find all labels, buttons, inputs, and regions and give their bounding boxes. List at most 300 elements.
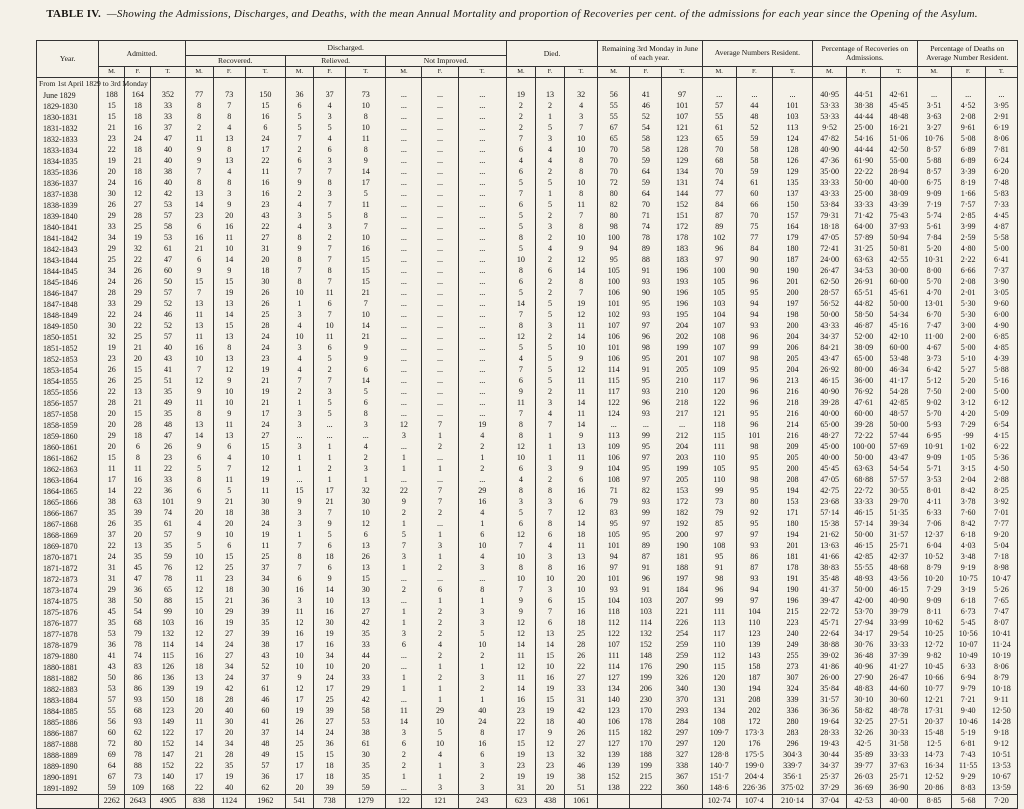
value-cell: 10	[565, 233, 598, 244]
value-cell: 4·45	[985, 211, 1017, 222]
value-cell: 40·00	[813, 409, 847, 420]
value-cell: 53·84	[813, 200, 847, 211]
value-cell: 10·31	[917, 255, 951, 266]
table-row	[37, 78, 1018, 91]
value-cell: 42	[346, 618, 386, 629]
value-cell: 46	[565, 761, 598, 772]
value-cell: 10	[213, 530, 245, 541]
value-cell: 36·90	[881, 783, 917, 795]
value-cell: 18	[125, 112, 151, 123]
year-cell: 1839-1840	[37, 211, 99, 222]
value-cell: 20	[125, 530, 151, 541]
value-cell: 8	[213, 178, 245, 189]
value-cell: 72·22	[847, 431, 881, 442]
value-cell: 13	[213, 156, 245, 167]
value-cell: 70	[702, 167, 736, 178]
value-cell: 16	[185, 651, 213, 662]
value-cell: 74	[630, 222, 662, 233]
value-cell: 11	[285, 607, 313, 618]
value-cell: ...	[386, 255, 422, 266]
value-cell: 105	[598, 530, 630, 541]
value-cell: 5·93	[917, 420, 951, 431]
value-cell: 5	[535, 376, 564, 387]
value-cell: 367	[662, 772, 702, 783]
value-cell: 209	[772, 442, 812, 453]
value-cell: 10	[314, 321, 346, 332]
value-cell: ...	[422, 277, 458, 288]
value-cell: 8·98	[985, 563, 1017, 574]
value-cell: 2·88	[985, 475, 1017, 486]
value-cell: 14	[565, 266, 598, 277]
value-cell: 64·00	[847, 222, 881, 233]
value-cell: 58·50	[847, 310, 881, 321]
value-cell: ...	[422, 167, 458, 178]
value-cell: 206	[772, 343, 812, 354]
value-cell: 54·28	[881, 387, 917, 398]
value-cell: 45·61	[881, 288, 917, 299]
value-cell: 40	[151, 178, 185, 189]
value-cell: 104	[736, 607, 772, 618]
value-cell: 199	[630, 761, 662, 772]
year-cell: 1861-1862	[37, 453, 99, 464]
value-cell: 20·37	[917, 717, 951, 728]
sex-subheader-m: M.	[285, 67, 313, 78]
value-cell: 6	[245, 123, 285, 134]
value-cell: 22·22	[847, 167, 881, 178]
value-cell: 106	[598, 288, 630, 299]
value-cell: 5·88	[917, 156, 951, 167]
value-cell: 30·00	[881, 266, 917, 277]
value-cell: 3	[535, 497, 564, 508]
value-cell: ...	[458, 167, 506, 178]
value-cell: 51	[151, 376, 185, 387]
value-cell: 12	[213, 365, 245, 376]
value-cell: 11	[565, 387, 598, 398]
value-cell: 3	[535, 464, 564, 475]
value-cell: 3	[285, 442, 313, 453]
value-cell: 25	[565, 629, 598, 640]
value-cell: 3·78	[951, 497, 985, 508]
sex-subheader-f: F.	[314, 67, 346, 78]
value-cell: 33·33	[813, 178, 847, 189]
value-cell: ...	[458, 211, 506, 222]
value-cell: ...	[386, 332, 422, 343]
year-cell: 1874-1875	[37, 596, 99, 607]
table-row	[37, 552, 1018, 563]
value-cell: 1	[386, 453, 422, 464]
value-cell: 59	[346, 783, 386, 795]
value-cell: 9	[314, 574, 346, 585]
total-cell: 107·4	[736, 795, 772, 809]
header-remaining: Remaining 3rd Monday in June of each year.	[598, 41, 702, 67]
value-cell: 6	[506, 376, 535, 387]
value-cell: 109	[702, 365, 736, 376]
value-cell: 53	[151, 200, 185, 211]
value-cell: 29	[99, 244, 125, 255]
value-cell: 3	[346, 420, 386, 431]
value-cell: 110	[736, 618, 772, 629]
value-cell: 9	[213, 200, 245, 211]
value-cell: 170	[630, 706, 662, 717]
value-cell: 15	[535, 695, 564, 706]
table-row	[37, 772, 1018, 783]
value-cell: 10	[213, 244, 245, 255]
value-cell: 47·05	[813, 475, 847, 486]
sex-subheader-t: T.	[772, 67, 812, 78]
value-cell: 297	[662, 728, 702, 739]
value-cell: 53	[151, 233, 185, 244]
sex-subheader-t: T.	[151, 67, 185, 78]
value-cell: 57	[151, 288, 185, 299]
value-cell: 87	[630, 552, 662, 563]
value-cell: 120	[702, 739, 736, 750]
value-cell: 48·83	[847, 684, 881, 695]
value-cell: 30·10	[847, 695, 881, 706]
value-cell: ...	[386, 167, 422, 178]
value-cell: 11	[565, 453, 598, 464]
value-cell: 23	[245, 354, 285, 365]
value-cell: ...	[422, 200, 458, 211]
value-cell: 215	[772, 607, 812, 618]
table-row	[37, 332, 1018, 343]
value-cell: 5·00	[951, 343, 985, 354]
value-cell: 20	[346, 662, 386, 673]
value-cell: 96	[702, 585, 736, 596]
value-cell: 1	[314, 453, 346, 464]
value-cell: 12	[506, 442, 535, 453]
value-cell: 63·63	[847, 464, 881, 475]
value-cell: 47	[125, 574, 151, 585]
value-cell: 5·45	[951, 618, 985, 629]
value-cell: 100	[598, 277, 630, 288]
value-cell: 91	[630, 266, 662, 277]
year-cell: 1865-1866	[37, 497, 99, 508]
value-cell: ...	[386, 387, 422, 398]
value-cell: 7·43	[951, 750, 985, 761]
value-cell: 20·86	[917, 783, 951, 795]
value-cell: 107	[598, 321, 630, 332]
value-cell: 199	[662, 464, 702, 475]
value-cell: 139	[736, 640, 772, 651]
value-cell: 91	[630, 585, 662, 596]
value-cell: 38·83	[813, 563, 847, 574]
value-cell: 53·33	[813, 112, 847, 123]
value-cell: 150	[245, 90, 285, 101]
value-cell: 204	[772, 365, 812, 376]
value-cell: 7	[506, 189, 535, 200]
value-cell: 254	[662, 629, 702, 640]
value-cell: 201	[772, 277, 812, 288]
value-cell: 13	[213, 332, 245, 343]
value-cell: 5	[314, 530, 346, 541]
value-cell: 55	[598, 101, 630, 112]
sex-subheader-m: M.	[598, 67, 630, 78]
table-row	[37, 112, 1018, 123]
value-cell: ...	[386, 189, 422, 200]
value-cell: 8	[185, 112, 213, 123]
value-cell: 2	[458, 651, 506, 662]
value-cell: 4·52	[951, 101, 985, 112]
value-cell: 7·47	[985, 607, 1017, 618]
value-cell: 16	[245, 189, 285, 200]
sex-subheader-t: T.	[985, 67, 1017, 78]
value-cell: 1	[285, 530, 313, 541]
value-cell: 356·1	[772, 772, 812, 783]
value-cell: 131	[662, 178, 702, 189]
total-cell	[598, 795, 630, 809]
value-cell: 16	[535, 673, 564, 684]
value-cell: 196	[662, 299, 702, 310]
value-cell: 42·37	[881, 552, 917, 563]
value-cell: 84·21	[813, 343, 847, 354]
value-cell: 58	[736, 145, 772, 156]
value-cell: 22·64	[813, 629, 847, 640]
year-cell: 1846-1847	[37, 288, 99, 299]
value-cell: 2·00	[951, 332, 985, 343]
value-cell: 196	[662, 288, 702, 299]
value-cell: 97	[662, 90, 702, 101]
value-cell: 11	[565, 409, 598, 420]
value-cell: 31	[99, 574, 125, 585]
value-cell: 7·33	[985, 200, 1017, 211]
value-cell: 35	[346, 629, 386, 640]
value-cell: 6·22	[985, 442, 1017, 453]
value-cell: 8	[565, 189, 598, 200]
value-cell: 210	[662, 387, 702, 398]
value-cell: 26	[346, 552, 386, 563]
value-cell: 11	[213, 420, 245, 431]
value-cell: 22	[386, 486, 422, 497]
table-row	[37, 376, 1018, 387]
year-cell: 1880-1881	[37, 662, 99, 673]
value-cell: 110	[702, 475, 736, 486]
value-cell: 3·92	[985, 497, 1017, 508]
value-cell: 180	[772, 244, 812, 255]
value-cell: 64	[99, 761, 125, 772]
value-cell: 10	[213, 387, 245, 398]
value-cell: 8	[535, 563, 564, 574]
value-cell: 80	[598, 211, 630, 222]
value-cell: 2	[458, 442, 506, 453]
value-cell: 2	[535, 101, 564, 112]
value-cell: 59	[736, 167, 772, 178]
value-cell: 105	[702, 464, 736, 475]
value-cell: 10	[346, 233, 386, 244]
value-cell: 10	[565, 585, 598, 596]
value-cell: 50·00	[881, 299, 917, 310]
value-cell: ...	[314, 431, 346, 442]
value-cell: 15	[99, 112, 125, 123]
value-cell: 96	[736, 277, 772, 288]
value-cell: 10	[422, 739, 458, 750]
value-cell: 15	[346, 574, 386, 585]
value-cell: 134	[662, 167, 702, 178]
value-cell: 2	[422, 607, 458, 618]
year-cell: 1883-1884	[37, 695, 99, 706]
value-cell: 26	[99, 376, 125, 387]
table-row	[37, 90, 1018, 101]
value-cell: 191	[772, 574, 812, 585]
value-cell: 18	[314, 761, 346, 772]
value-cell: 148·6	[702, 783, 736, 795]
value-cell: 9	[185, 145, 213, 156]
value-cell: 39·79	[881, 607, 917, 618]
value-cell: 19	[245, 530, 285, 541]
value-cell: ...	[386, 365, 422, 376]
value-cell: 42·50	[881, 145, 917, 156]
value-cell: 28	[565, 640, 598, 651]
value-cell: 117	[702, 376, 736, 387]
sex-subheader-t: T.	[458, 67, 506, 78]
value-cell: 194	[772, 486, 812, 497]
value-cell: 71	[598, 486, 630, 497]
value-cell: 8	[213, 343, 245, 354]
value-cell: 324	[772, 684, 812, 695]
total-cell	[662, 795, 702, 809]
value-cell: 96	[630, 574, 662, 585]
value-cell: 11	[213, 475, 245, 486]
value-cell: 72	[99, 739, 125, 750]
value-cell: 3·12	[951, 398, 985, 409]
value-cell: 19	[99, 156, 125, 167]
value-cell: 29	[422, 706, 458, 717]
value-cell: 14	[565, 420, 598, 431]
value-cell: 28	[99, 288, 125, 299]
value-cell: 187	[736, 673, 772, 684]
value-cell: 26	[285, 717, 313, 728]
value-cell: 339	[772, 695, 812, 706]
value-cell: 14	[213, 310, 245, 321]
value-cell: 2	[458, 684, 506, 695]
value-cell: 28·94	[881, 167, 917, 178]
value-cell: 108	[702, 541, 736, 552]
value-cell: 2	[535, 211, 564, 222]
sex-subheader-m: M.	[185, 67, 213, 78]
table-row	[37, 530, 1018, 541]
value-cell: 6·85	[985, 332, 1017, 343]
value-cell: 3·05	[985, 288, 1017, 299]
value-cell: 370	[662, 695, 702, 706]
value-cell: 60	[736, 189, 772, 200]
value-cell: 202	[736, 706, 772, 717]
value-cell: 10	[285, 288, 313, 299]
value-cell: 22	[245, 222, 285, 233]
value-cell: 24	[314, 728, 346, 739]
value-cell: 22	[99, 541, 125, 552]
table-caption	[0, 8, 1024, 20]
value-cell: 204	[772, 332, 812, 343]
value-cell: 199·0	[736, 761, 772, 772]
value-cell: 1	[422, 530, 458, 541]
value-cell: 13	[213, 299, 245, 310]
value-cell: 14	[185, 200, 213, 211]
value-cell: ...	[458, 310, 506, 321]
value-cell: 7	[506, 409, 535, 420]
value-cell: 39·34	[881, 519, 917, 530]
value-cell: 33·33	[847, 200, 881, 211]
value-cell: 7	[185, 167, 213, 178]
value-cell: ...	[458, 321, 506, 332]
value-cell: 9	[185, 387, 213, 398]
value-cell: 5·88	[985, 365, 1017, 376]
value-cell: 139	[151, 684, 185, 695]
value-cell: 33·33	[847, 497, 881, 508]
value-cell: 19	[565, 299, 598, 310]
value-cell: 7	[506, 134, 535, 145]
value-cell: 140·7	[702, 761, 736, 772]
value-cell: 4·67	[917, 343, 951, 354]
value-cell: 8·00	[917, 266, 951, 277]
value-cell: 40·90	[813, 387, 847, 398]
value-cell: 2	[535, 255, 564, 266]
value-cell: ...	[386, 200, 422, 211]
value-cell: 4·11	[917, 497, 951, 508]
value-cell: 2·01	[951, 288, 985, 299]
value-cell: 17	[346, 178, 386, 189]
value-cell: 6	[506, 200, 535, 211]
table-row	[37, 200, 1018, 211]
value-cell: 2	[386, 508, 422, 519]
value-cell: 3	[458, 761, 506, 772]
value-cell: 2	[285, 189, 313, 200]
value-cell: 23	[506, 761, 535, 772]
value-cell: 7	[285, 266, 313, 277]
value-cell: 12·21	[917, 695, 951, 706]
value-cell: 197	[662, 574, 702, 585]
header-average: Average Numbers Resident.	[702, 41, 812, 67]
value-cell: 30·60	[881, 695, 917, 706]
value-cell: 40·96	[847, 662, 881, 673]
value-cell: 9	[565, 244, 598, 255]
value-cell: 45	[125, 563, 151, 574]
value-cell: 38·09	[847, 343, 881, 354]
value-cell: 30	[245, 497, 285, 508]
value-cell: 2	[422, 563, 458, 574]
value-cell: 48·48	[881, 112, 917, 123]
value-cell: 195	[662, 310, 702, 321]
value-cell: 2·91	[985, 112, 1017, 123]
value-cell: 45·00	[813, 442, 847, 453]
value-cell: 6·54	[985, 420, 1017, 431]
value-cell: 93	[630, 409, 662, 420]
value-cell: 6	[314, 563, 346, 574]
header-relieved: Relieved.	[285, 56, 385, 67]
value-cell: 9·19	[951, 563, 985, 574]
year-cell: 1888-1889	[37, 750, 99, 761]
value-cell: 205	[662, 365, 702, 376]
year-cell: 1849-1850	[37, 321, 99, 332]
value-cell: 16	[125, 475, 151, 486]
value-cell: 10	[346, 123, 386, 134]
value-cell: 49	[151, 398, 185, 409]
table-row	[37, 156, 1018, 167]
value-cell: 8	[458, 728, 506, 739]
value-cell: 58	[151, 222, 185, 233]
value-cell: 2	[535, 277, 564, 288]
value-cell: 6·33	[951, 662, 985, 673]
value-cell: 196	[662, 266, 702, 277]
value-cell: 6	[535, 596, 564, 607]
value-cell: 50·81	[881, 244, 917, 255]
value-cell: 3·19	[951, 585, 985, 596]
value-cell: 304·3	[772, 750, 812, 761]
value-cell: 33	[151, 112, 185, 123]
value-cell: 18	[565, 618, 598, 629]
value-cell: ...	[458, 90, 506, 101]
table-row	[37, 211, 1018, 222]
value-cell: 10·18	[985, 684, 1017, 695]
value-cell: 181	[662, 552, 702, 563]
